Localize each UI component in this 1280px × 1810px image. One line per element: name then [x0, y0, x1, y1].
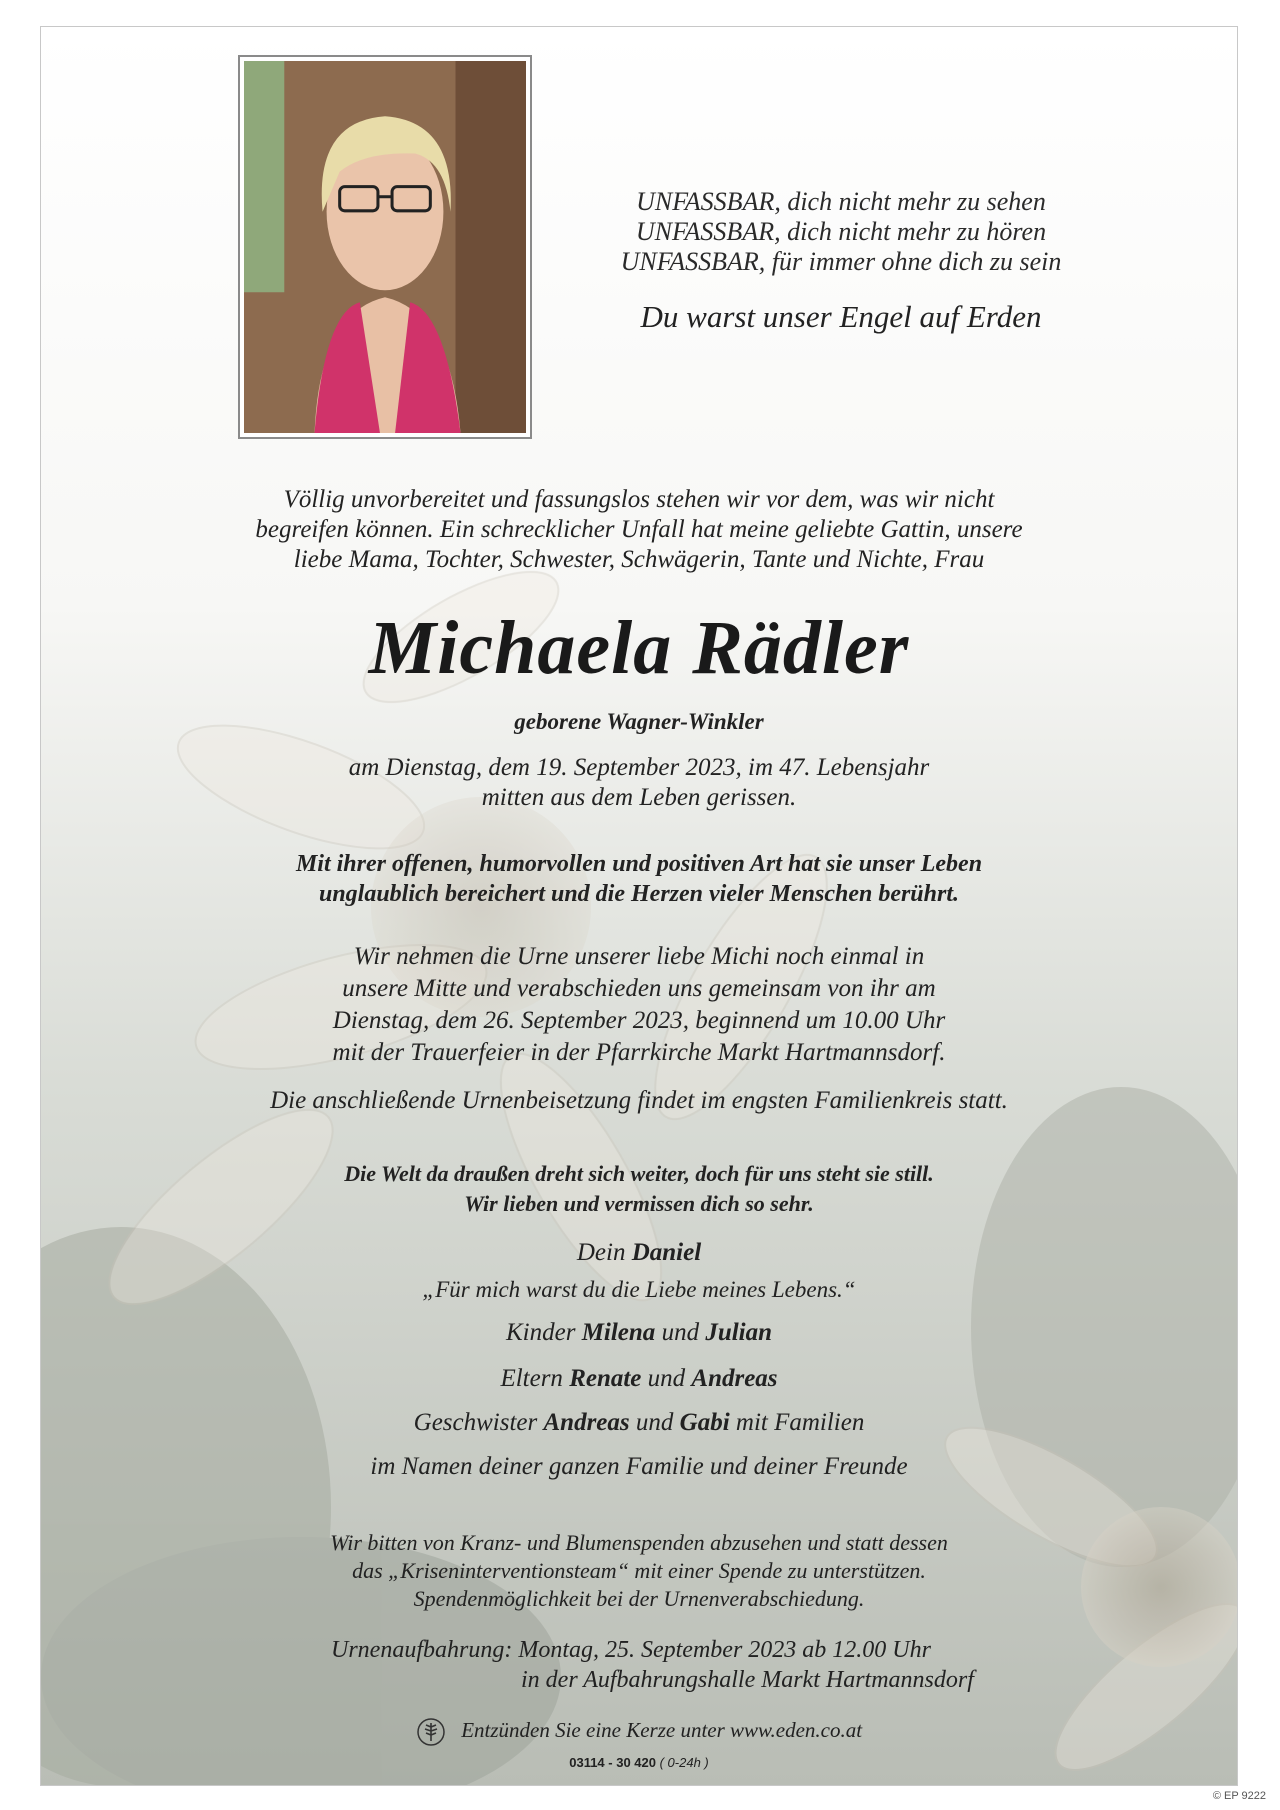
siblings-line — [41, 1409, 1237, 1437]
closing-line: im Namen deiner ganzen Familie und deiner Freunde — [370, 1453, 908, 1480]
eden-leaf-icon — [416, 1717, 446, 1747]
phone-digits: 03114 - 30 420 — [569, 1755, 656, 1770]
intro-line: liebe Mama, Tochter, Schwester, Schwägerin, Tante und Nichte, Frau — [293, 546, 985, 573]
world-text — [41, 1159, 1237, 1219]
verse — [581, 187, 1101, 277]
document-code: © EP 9222 — [1212, 1790, 1266, 1802]
intro-line: Völlig unvorbereitet und fassungslos stehen wir vor dem, was wir nicht — [283, 486, 995, 513]
parents-prefix: Eltern — [500, 1365, 563, 1392]
child-name: Milena — [581, 1319, 656, 1346]
candle-link[interactable] — [41, 1717, 1237, 1747]
death-date — [41, 753, 1237, 813]
date-line: mitten aus dem Leben gerissen. — [481, 784, 797, 811]
intro-text — [41, 485, 1237, 575]
husband-name: Daniel — [631, 1239, 702, 1266]
donation-line: das „Kriseninterventionsteam“ mit einer Spende zu unterstützen. — [352, 1558, 926, 1583]
ceremony-text — [41, 941, 1237, 1069]
parents-line — [41, 1365, 1237, 1393]
donation-line: Spendenmöglichkeit bei der Urnenverabschiedung. — [413, 1586, 865, 1611]
husband-quote: „Für mich warst du die Liebe meines Lebens.“ — [422, 1277, 856, 1302]
donation-line: Wir bitten von Kranz- und Blumenspenden abzusehen und statt dessen — [330, 1530, 948, 1555]
sibling-name: Andreas — [543, 1409, 630, 1436]
maiden-name: geborene Wagner-Winkler — [514, 709, 764, 734]
world-line: Die Welt da draußen dreht sich weiter, doch für uns steht sie still. — [344, 1161, 934, 1186]
donation-text — [41, 1529, 1237, 1613]
siblings-prefix: Geschwister — [413, 1409, 538, 1436]
ceremony-line: mit der Trauerfeier in der Pfarrkirche Markt Hartmannsdorf. — [332, 1039, 946, 1066]
viewing-line: Urnenaufbahrung: Montag, 25. September 2023 ab 12.00 Uhr — [331, 1637, 931, 1663]
portrait-photo — [238, 55, 532, 439]
husband-line — [41, 1239, 1237, 1267]
children-prefix: Kinder — [505, 1319, 576, 1346]
verse-line: UNFASSBAR, für immer ohne dich zu sein — [620, 247, 1062, 276]
ceremony-line: unsere Mitte und verabschieden uns gemeinsam von ihr am — [342, 975, 936, 1002]
tribute-line: unglaublich bereichert und die Herzen vieler Menschen berührt. — [318, 881, 960, 907]
parent-name: Renate — [569, 1365, 642, 1392]
world-line: Wir lieben und vermissen dich so sehr. — [464, 1191, 814, 1216]
intro-line: begreifen können. Ein schrecklicher Unfall hat meine geliebte Gattin, unsere — [255, 516, 1023, 543]
date-line: am Dienstag, dem 19. September 2023, im 47. Lebensjahr — [348, 754, 930, 781]
deceased-name: Michaela Rädler — [368, 606, 910, 690]
children-line — [41, 1319, 1237, 1347]
tribute-line: Mit ihrer offenen, humorvollen und positiven Art hat sie unser Leben — [295, 851, 983, 877]
child-name: Julian — [705, 1319, 773, 1346]
obituary-content — [41, 27, 1237, 1785]
ceremony-line: Wir nehmen die Urne unserer liebe Michi noch einmal in — [353, 943, 925, 970]
candle-text: Entzünden Sie eine Kerze unter www.eden.co.at — [461, 1717, 863, 1742]
verse-line: UNFASSBAR, dich nicht mehr zu hören — [635, 217, 1047, 246]
angel-line: Du warst unser Engel auf Erden — [640, 299, 1042, 334]
husband-prefix: Dein — [576, 1239, 626, 1266]
ceremony-line: Dienstag, dem 26. September 2023, beginnend um 10.00 Uhr — [332, 1007, 946, 1034]
parent-name: Andreas — [691, 1365, 778, 1392]
conjunction: und — [661, 1319, 700, 1346]
burial-text: Die anschließende Urnenbeisetzung findet im engsten Familienkreis statt. — [270, 1087, 1008, 1114]
phone-number — [41, 1755, 1237, 1770]
obituary-sheet — [40, 26, 1238, 1786]
sibling-name: Gabi — [679, 1409, 730, 1436]
tribute-text — [41, 849, 1237, 909]
conjunction: und — [647, 1365, 686, 1392]
verse-line: UNFASSBAR, dich nicht mehr zu sehen — [636, 187, 1046, 216]
viewing-line: in der Aufbahrungshalle Markt Hartmannsdorf — [521, 1667, 974, 1693]
phone-hours: ( 0-24h ) — [659, 1755, 709, 1770]
siblings-suffix: mit Familien — [735, 1409, 865, 1436]
conjunction: und — [635, 1409, 674, 1436]
viewing-info — [301, 1635, 1001, 1695]
